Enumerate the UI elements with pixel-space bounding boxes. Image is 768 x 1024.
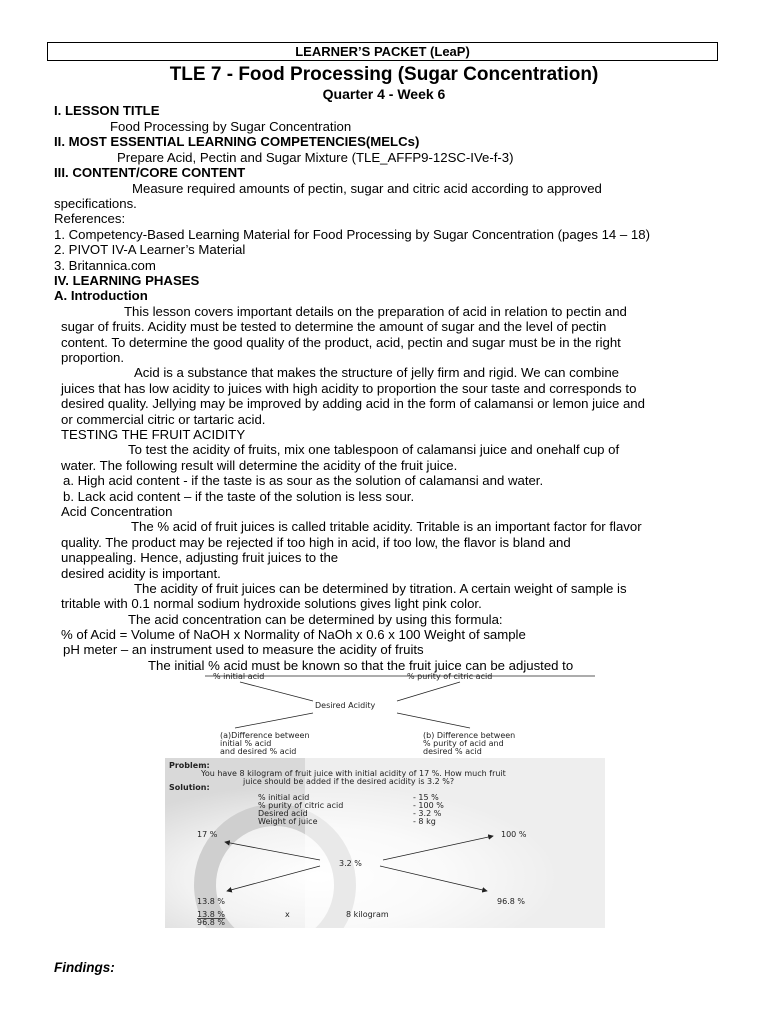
diff-b-line: desired % acid [423, 747, 482, 756]
given-label: Weight of juice [258, 817, 318, 826]
fraction-numerator: 13.8 % [197, 910, 225, 919]
acidity-diagram [165, 670, 605, 928]
acid-paragraph-line: desired quality. Jellying may be improved by adding acid in the form of calamansi or lemon juice and [61, 396, 645, 411]
given-value: - 15 % [413, 793, 439, 802]
quarter-week: Quarter 4 - Week 6 [322, 86, 446, 102]
acidity-diagram-figure [165, 670, 605, 928]
findings-label: Findings: [54, 960, 115, 975]
formula-intro: The acid concentration can be determined by using this formula: [128, 612, 503, 627]
melc-text: Prepare Acid, Pectin and Sugar Mixture (TLE_AFFP9-12SC-IVe-f-3) [117, 150, 514, 165]
arrow-line [235, 713, 313, 728]
diff-a-line: initial % acid [220, 739, 272, 748]
solution-label: Solution: [169, 783, 210, 792]
given-label: Desired acid [258, 809, 308, 818]
tritable-paragraph-line: desired acidity is important. [61, 566, 221, 581]
tritable-paragraph-line: unappealing. Hence, adjusting fruit juices to the [61, 550, 339, 565]
top-left-label: % initial acid [213, 672, 265, 681]
arrow-line [397, 682, 460, 701]
fraction-denominator: 96.8 % [197, 918, 225, 927]
subsection-introduction: A. Introduction [54, 288, 148, 303]
section-lesson-title: I. LESSON TITLE [54, 103, 160, 118]
section-melcs: II. MOST ESSENTIAL LEARNING COMPETENCIES(MELCs) [54, 134, 420, 149]
given-value: - 3.2 % [413, 809, 442, 818]
tritable-paragraph-line: The % acid of fruit juices is called tritable acidity. Tritable is an important factor for flavor [131, 519, 642, 534]
page-title: TLE 7 - Food Processing (Sugar Concentration) [169, 64, 599, 85]
reference-item: 1. Competency-Based Learning Material for Food Processing by Sugar Concentration (pages 14 – 18) [54, 227, 650, 242]
given-label: % initial acid [258, 793, 310, 802]
references-label: References: [54, 211, 126, 226]
intro-paragraph-line: content. To determine the good quality of the product, acid, pectin and sugar must be in the right [61, 335, 621, 350]
section-learning-phases: IV. LEARNING PHASES [54, 273, 200, 288]
lesson-title-text: Food Processing by Sugar Concentration [110, 119, 352, 134]
intro-paragraph-line: This lesson covers important details on the preparation of acid in relation to pectin and [124, 304, 627, 319]
testing-heading: TESTING THE FRUIT ACIDITY [61, 427, 246, 442]
acid-concentration-heading: Acid Concentration [61, 504, 173, 519]
initial-acid-line: The initial % acid must be known so that the fruit juice can be adjusted to [148, 658, 574, 673]
content-text-line: specifications. [54, 196, 137, 211]
diff-b-line: % purity of acid and [423, 739, 504, 748]
acid-paragraph-line: Acid is a substance that makes the structure of jelly firm and rigid. We can combine [134, 365, 619, 380]
titration-paragraph-line: tritable with 0.1 normal sodium hydroxide solutions gives light pink color. [61, 596, 482, 611]
diff-a-line: and desired % acid [220, 747, 297, 756]
acid-paragraph-line: juices that has low acidity to juices with high acidity to proportion the sour taste and corresponds to [61, 381, 637, 396]
pct-17-label: 17 % [197, 830, 218, 839]
leap-header-box [47, 42, 718, 61]
desired-acidity-label: Desired Acidity [315, 701, 376, 710]
intro-paragraph-line: proportion. [61, 350, 125, 365]
acid-formula: % of Acid = Volume of NaOH x Normality of NaOh x 0.6 x 100 Weight of sample [61, 627, 526, 642]
ph-meter-definition: pH meter – an instrument used to measure the acidity of fruits [63, 642, 424, 657]
reference-item: 2. PIVOT IV-A Learner’s Material [54, 242, 246, 257]
testing-result-item: a. High acid content - if the taste is as sour as the solution of calamansi and water. [63, 473, 544, 488]
tritable-paragraph-line: quality. The product may be rejected if too high in acid, if too low, the flavor is bland and [61, 535, 571, 550]
kilogram-label: 8 kilogram [346, 910, 389, 919]
given-label: % purity of citric acid [258, 801, 344, 810]
testing-paragraph-line: To test the acidity of fruits, mix one tablespoon of calamansi juice and onehalf cup of [128, 442, 620, 457]
section-content: III. CONTENT/CORE CONTENT [54, 165, 246, 180]
problem-text: You have 8 kilogram of fruit juice with initial acidity of 17 %. How much fruit [201, 769, 506, 778]
titration-paragraph-line: The acidity of fruit juices can be determined by titration. A certain weight of sample is [134, 581, 627, 596]
intro-paragraph-line: sugar of fruits. Acidity must be tested to determine the amount of sugar and the level of pectin [61, 319, 607, 334]
top-right-label: % purity of citric acid [407, 672, 493, 681]
given-value: - 8 kg [413, 817, 436, 826]
testing-result-item: b. Lack acid content – if the taste of the solution is less sour. [63, 489, 415, 504]
arrow-line [397, 713, 470, 728]
arrow-line [240, 682, 313, 701]
pct-center-label: 3.2 % [339, 859, 362, 868]
diff-a-line: (a)Difference between [220, 731, 310, 740]
problem-label: Problem: [169, 761, 210, 770]
pct-100-label: 100 % [501, 830, 527, 839]
problem-text: juice should be added if the desired acidity is 3.2 %? [243, 777, 455, 786]
pct-138-label: 13.8 % [197, 897, 225, 906]
acid-paragraph-line: or commercial citric or tartaric acid. [61, 412, 266, 427]
packet-title: LEARNER’S PACKET (LeaP) [295, 44, 470, 59]
pct-968-label: 96.8 % [497, 897, 525, 906]
diff-b-line: (b) Difference between [423, 731, 516, 740]
testing-paragraph-line: water. The following result will determine the acidity of the fruit juice. [61, 458, 458, 473]
given-value: - 100 % [413, 801, 444, 810]
times-sign: x [285, 910, 290, 919]
content-text-line: Measure required amounts of pectin, sugar and citric acid according to approved [132, 181, 602, 196]
reference-item: 3. Britannica.com [54, 258, 156, 273]
